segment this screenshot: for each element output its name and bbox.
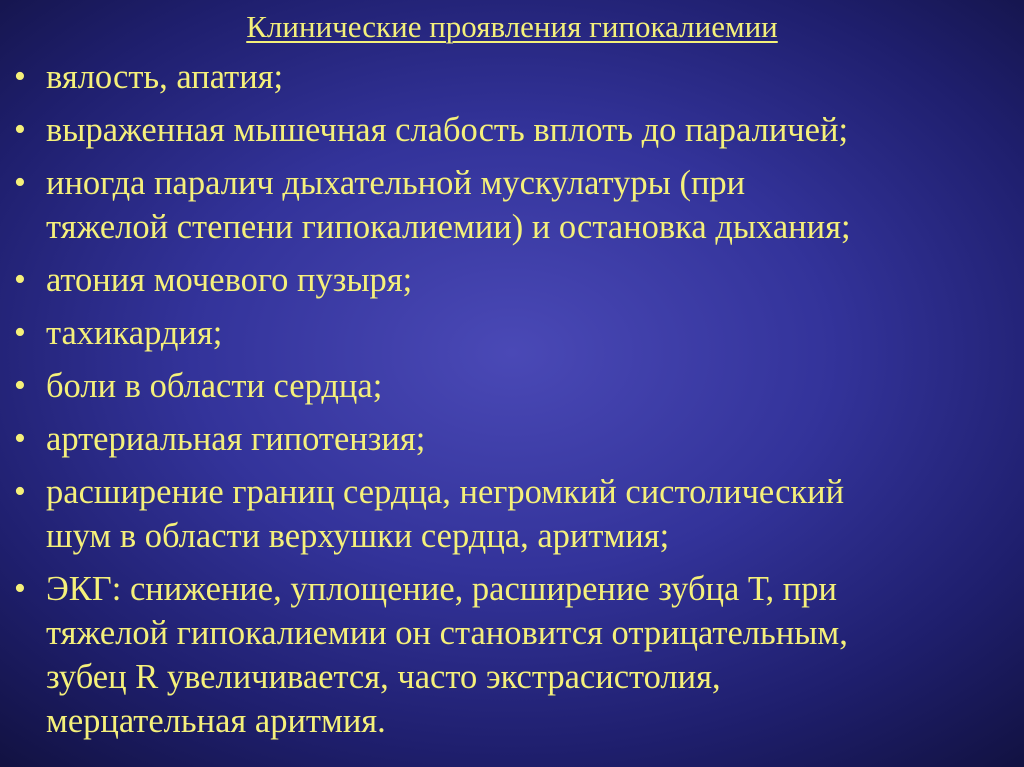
bullet-text bbox=[46, 161, 994, 249]
bullet-dot-icon: • bbox=[14, 261, 26, 298]
bullet-text-line: расширение границ сердца, негромкий систолический bbox=[46, 473, 845, 511]
bullet-text-line: мерцательная аритмия. bbox=[46, 702, 386, 740]
bullet-text-line: ЭКГ: снижение, уплощение, расширение зубца Т, при bbox=[46, 570, 837, 608]
bullet-text bbox=[46, 364, 994, 408]
bullet-text bbox=[46, 567, 994, 743]
bullet-dot-icon: • bbox=[14, 164, 26, 201]
bullet-text-line: боли в области сердца; bbox=[46, 367, 383, 405]
slide-title bbox=[0, 6, 1024, 48]
bullet-item bbox=[14, 417, 994, 461]
bullet-dot-icon: • bbox=[14, 58, 26, 95]
bullet-dot-icon: • bbox=[14, 473, 26, 510]
bullet-list bbox=[14, 55, 994, 752]
bullet-dot-icon: • bbox=[14, 570, 26, 607]
bullet-item bbox=[14, 161, 994, 249]
bullet-text bbox=[46, 55, 994, 99]
bullet-item bbox=[14, 258, 994, 302]
bullet-text bbox=[46, 311, 994, 355]
bullet-text-line: выраженная мышечная слабость вплоть до параличей; bbox=[46, 111, 849, 149]
bullet-text-line: шум в области верхушки сердца, аритмия; bbox=[46, 517, 670, 555]
bullet-text bbox=[46, 108, 994, 152]
bullet-item bbox=[14, 567, 994, 743]
bullet-dot-icon: • bbox=[14, 314, 26, 351]
bullet-item bbox=[14, 364, 994, 408]
bullet-text-line: вялость, апатия; bbox=[46, 58, 284, 96]
bullet-dot-icon: • bbox=[14, 367, 26, 404]
bullet-text-line: артериальная гипотензия; bbox=[46, 420, 426, 458]
bullet-dot-icon: • bbox=[14, 420, 26, 457]
bullet-text-line: тяжелой гипокалиемии он становится отрицательным, bbox=[46, 614, 848, 652]
bullet-item bbox=[14, 470, 994, 558]
bullet-item bbox=[14, 311, 994, 355]
bullet-text-line: тахикардия; bbox=[46, 314, 223, 352]
slide-title-text: Клинические проявления гипокалиемии bbox=[246, 9, 778, 44]
bullet-text-line: иногда паралич дыхательной мускулатуры (при bbox=[46, 164, 746, 202]
bullet-dot-icon: • bbox=[14, 111, 26, 148]
bullet-text-line: атония мочевого пузыря; bbox=[46, 261, 413, 299]
bullet-item bbox=[14, 108, 994, 152]
bullet-text-line: зубец R увеличивается, часто экстрасистолия, bbox=[46, 658, 721, 696]
bullet-item bbox=[14, 55, 994, 99]
bullet-text-line: тяжелой степени гипокалиемии) и остановка дыхания; bbox=[46, 208, 851, 246]
bullet-text bbox=[46, 470, 994, 558]
bullet-text bbox=[46, 417, 994, 461]
bullet-text bbox=[46, 258, 994, 302]
